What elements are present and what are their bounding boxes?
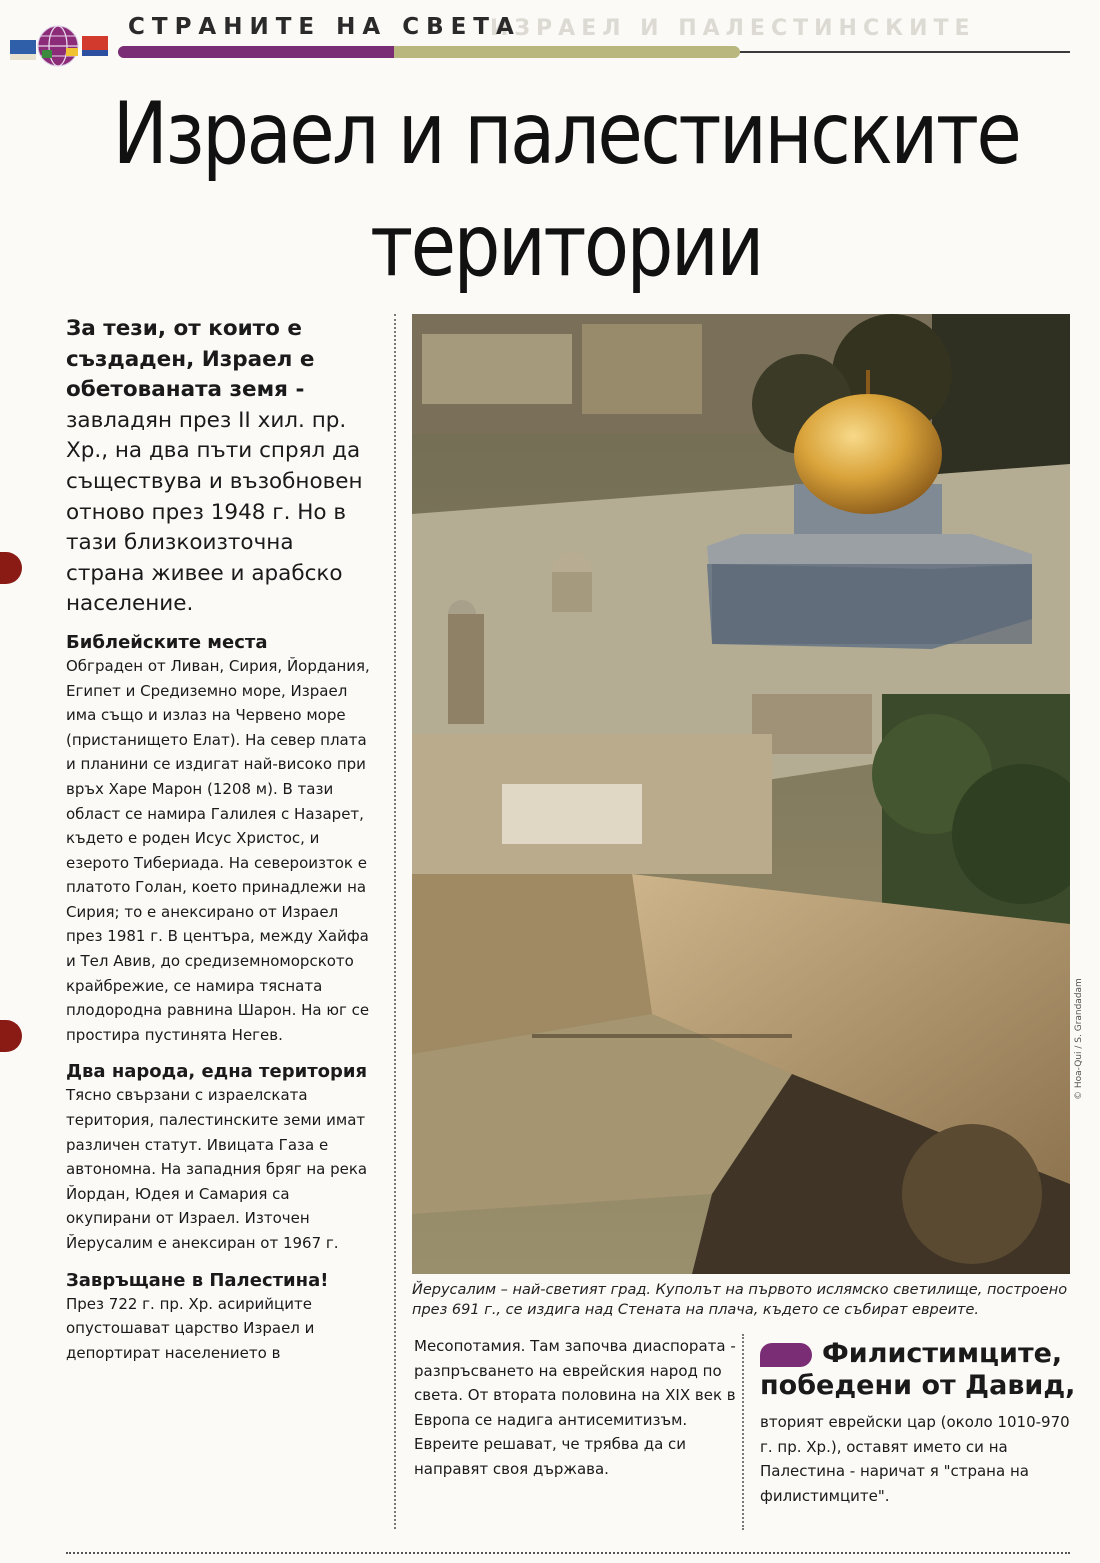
- page-header: [0, 0, 1100, 72]
- section-label: СТРАНИТЕ НА СВЕТА: [128, 14, 521, 40]
- section-heading-biblical: Библейските места: [66, 631, 268, 653]
- section-text-two-peoples: Тясно свързани с израелската територия, палестинските земи имат различен статут. Ивицата Газа е автономна. На западния бряг на река Йордан, Юдея и Самария са окупирани от Израел. Източен Йерусалим е анексиран от 1967 г.: [66, 1086, 368, 1252]
- intro-bold: За тези, от които е създаден, Израел е обетованата земя -: [66, 316, 315, 403]
- intro-paragraph: [66, 314, 378, 620]
- header-rule-olive: [394, 46, 740, 58]
- intro-rest: завладян през II хил. пр. Хр., на два пъти спрял да съществува и възобновен отново през 1948 г. Но в тази близкоизточна страна живее и арабско население.: [66, 407, 363, 617]
- header-rule-purple: [118, 46, 394, 58]
- jerusalem-photo: [412, 314, 1070, 1274]
- section-heading-two-peoples: Два народа, една територия: [66, 1061, 368, 1083]
- box-title-text: Филистимците, победени от Давид,: [760, 1338, 1076, 1401]
- left-column: [66, 314, 378, 1379]
- globe-flags-icon: [8, 18, 112, 68]
- photo-credit: © Hoa-Qui / S. Grandadam: [1074, 978, 1084, 1100]
- box-marker-icon: [760, 1343, 812, 1367]
- bottom-rule: [66, 1552, 1070, 1554]
- philistines-box: [760, 1338, 1080, 1508]
- section-text-biblical: Обграден от Ливан, Сирия, Йордания, Египет и Средиземно море, Израел има също и излаз на Червено море (пристанището Елат). На север плата и планини се издигат най-високо при връх Харе Марон (1208 м). В тази област се намира Галилея с Назарет, където е роден Исус Христос, и езерото Тибериада. На североизток е платото Голан, което принадлежи на Сирия; то е анексирано от Израел през 1981 г. В центъра, между Хайфа и Тел Авив, до средиземноморското крайбрежие, се намира тясната плодородна равнина Шарон. На юг се простира пустинята Негев.: [66, 656, 370, 1044]
- middle-text: Месопотамия. Там започва диаспората - разпръсването на еврейския народ по света. От втората половина на XIX век в Европа се надига антисемитизъм. Евреите решават, че трябва да си направят своя държава.: [414, 1337, 736, 1478]
- section-heading-return: Завръщане в Палестина!: [66, 1269, 329, 1291]
- binder-hole: [0, 552, 22, 584]
- box-title: [760, 1338, 1080, 1402]
- column-divider: [394, 314, 396, 1529]
- section-text-return: През 722 г. пр. Хр. асирийците опустошават царство Израел и депортират населението в: [66, 1294, 315, 1362]
- ghost-header-text: ИЗРАЕЛ И ПАЛЕСТИНСКИТЕ: [490, 16, 976, 41]
- photo-caption: Йерусалим – най-светият град. Куполът на първото ислямско светилище, построено през 691 г., се издига над Стената на плача, където се събират евреите.: [412, 1282, 1068, 1318]
- box-text: вторият еврейски цар (около 1010-970 г. пр. Хр.), оставят името си на Палестина - наричат я "страна на филистимците".: [760, 1413, 1070, 1505]
- page-title: Израел и палестинските територии: [112, 84, 1020, 296]
- header-rule-thin: [740, 51, 1070, 53]
- column-divider-right: [742, 1334, 744, 1530]
- binder-hole: [0, 1020, 22, 1052]
